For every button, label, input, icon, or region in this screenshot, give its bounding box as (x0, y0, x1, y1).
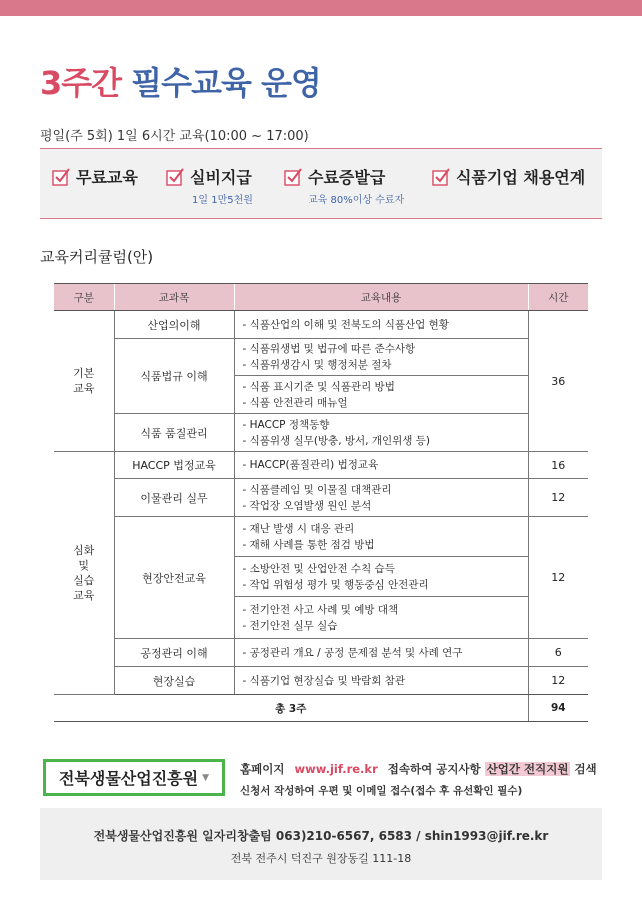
checkbox-checked-icon (52, 168, 70, 186)
homepage-link[interactable]: www.jif.re.kr (294, 762, 378, 776)
table-row (54, 479, 588, 517)
subject-cell: HACCP 법정교육 (114, 452, 234, 479)
checkbox-checked-icon (284, 168, 302, 186)
subject-cell: 이물관리 실무 (114, 479, 234, 517)
content-cell: - HACCP 정책동향 - 식품위생 실무(방충, 방서, 개인위생 등) (234, 414, 528, 452)
apply-instructions (240, 761, 597, 777)
apply-text: 접속하여 공지사항 (387, 762, 481, 776)
group-practice: 심화 및 실습 교육 (54, 452, 114, 695)
org-button-label: 전북생물산업진흥원 (58, 769, 199, 788)
benefit-free-education (52, 165, 138, 188)
title-main: 필수교육 운영 (131, 64, 321, 102)
col-header-category: 구분 (54, 284, 114, 311)
benefit-job-link (432, 165, 585, 188)
subject-cell: 현장안전교육 (114, 517, 234, 639)
content-cell: - 재난 발생 시 대응 관리 - 재해 사례를 통한 점검 방법 (234, 517, 528, 557)
schedule-text: 평일(주 5회) 1일 6시간 교육(10:00 ~ 17:00) (40, 129, 309, 144)
benefit-allowance (166, 165, 253, 206)
subject-cell: 공정관리 이해 (114, 639, 234, 667)
group-basic: 기본 교육 (54, 311, 114, 452)
col-header-content: 교육내용 (234, 284, 528, 311)
benefit-label: 실비지급 (190, 168, 252, 187)
subject-cell: 식품 품질관리 (114, 414, 234, 452)
table-row (54, 639, 588, 667)
content-cell: - 공정관리 개요 / 공정 문제점 분석 및 사례 연구 (234, 639, 528, 667)
checkbox-checked-icon (166, 168, 184, 186)
subject-cell: 산업의이해 (114, 311, 234, 339)
page-title (40, 58, 321, 104)
contact-box (40, 808, 602, 880)
hours-cell: 16 (528, 452, 588, 479)
content-cell: - 식품산업의 이해 및 전북도의 식품산업 현황 (234, 311, 528, 339)
hours-cell: 12 (528, 517, 588, 639)
content-cell: - 소방안전 및 산업안전 수칙 습득 - 작업 위험성 평가 및 행동중심 안전관리 (234, 557, 528, 597)
benefit-label: 식품기업 채용연계 (456, 168, 586, 187)
content-cell: - 식품위생법 및 법규에 따른 준수사항 - 식품위생감시 및 행정처분 절차 (234, 339, 528, 376)
benefit-sub: 교육 80%이상 수료자 (308, 195, 405, 206)
apply-text: 홈페이지 (240, 762, 285, 776)
col-header-hours: 시간 (528, 284, 588, 311)
org-search-button[interactable] (43, 759, 225, 796)
contact-line: 전북생물산업진흥원 일자리창출팀 063)210-6567, 6583 / shin1993@jif.re.kr (93, 829, 549, 843)
table-row (54, 667, 588, 695)
table-row (54, 452, 588, 479)
chevron-down-icon: ▼ (202, 772, 210, 783)
content-cell: - 식품 표시기준 및 식품관리 방법 - 식품 안전관리 매뉴얼 (234, 376, 528, 414)
hours-cell: 6 (528, 639, 588, 667)
content-cell: - 전기안전 사고 사례 및 예방 대책 - 전기안전 실무 실습 (234, 597, 528, 639)
hours-cell: 36 (528, 311, 588, 452)
hours-cell: 12 (528, 479, 588, 517)
checkbox-checked-icon (432, 168, 450, 186)
top-accent-bar (0, 0, 642, 16)
curriculum-table (54, 283, 588, 722)
table-row (54, 517, 588, 557)
benefits-panel (40, 148, 602, 219)
curriculum-title: 교육커리큘럼(안) (40, 248, 154, 266)
total-label: 총 3주 (54, 695, 528, 722)
table-row (54, 414, 588, 452)
content-cell: - 식품클레임 및 이물질 대책관리 - 작업장 오염발생 원인 분석 (234, 479, 528, 517)
hours-cell: 12 (528, 667, 588, 695)
subject-cell: 현장실습 (114, 667, 234, 695)
table-row (54, 311, 588, 339)
content-cell: - 식품기업 현장실습 및 박람회 참관 (234, 667, 528, 695)
total-row (54, 695, 588, 722)
title-accent: 3주간 (40, 64, 122, 102)
col-header-subject: 교과목 (114, 284, 234, 311)
total-hours: 94 (528, 695, 588, 722)
table-header-row (54, 284, 588, 311)
apply-text: 검색 (574, 762, 597, 776)
benefit-sub: 1일 1만5천원 (192, 195, 253, 206)
search-keyword-highlight: 산업간 전직지원 (486, 762, 569, 776)
subject-cell: 식품법규 이해 (114, 339, 234, 414)
address-line: 전북 전주시 덕진구 원장동길 111-18 (230, 852, 412, 865)
apply-method-text: 신청서 작성하여 우편 및 이메일 접수(접수 후 유선확인 필수) (240, 785, 523, 797)
benefit-label: 무료교육 (76, 168, 138, 187)
content-cell: - HACCP(품질관리) 법정교육 (234, 452, 528, 479)
benefit-label: 수료증발급 (308, 168, 386, 187)
table-row (54, 339, 588, 376)
benefit-certificate (284, 165, 405, 206)
